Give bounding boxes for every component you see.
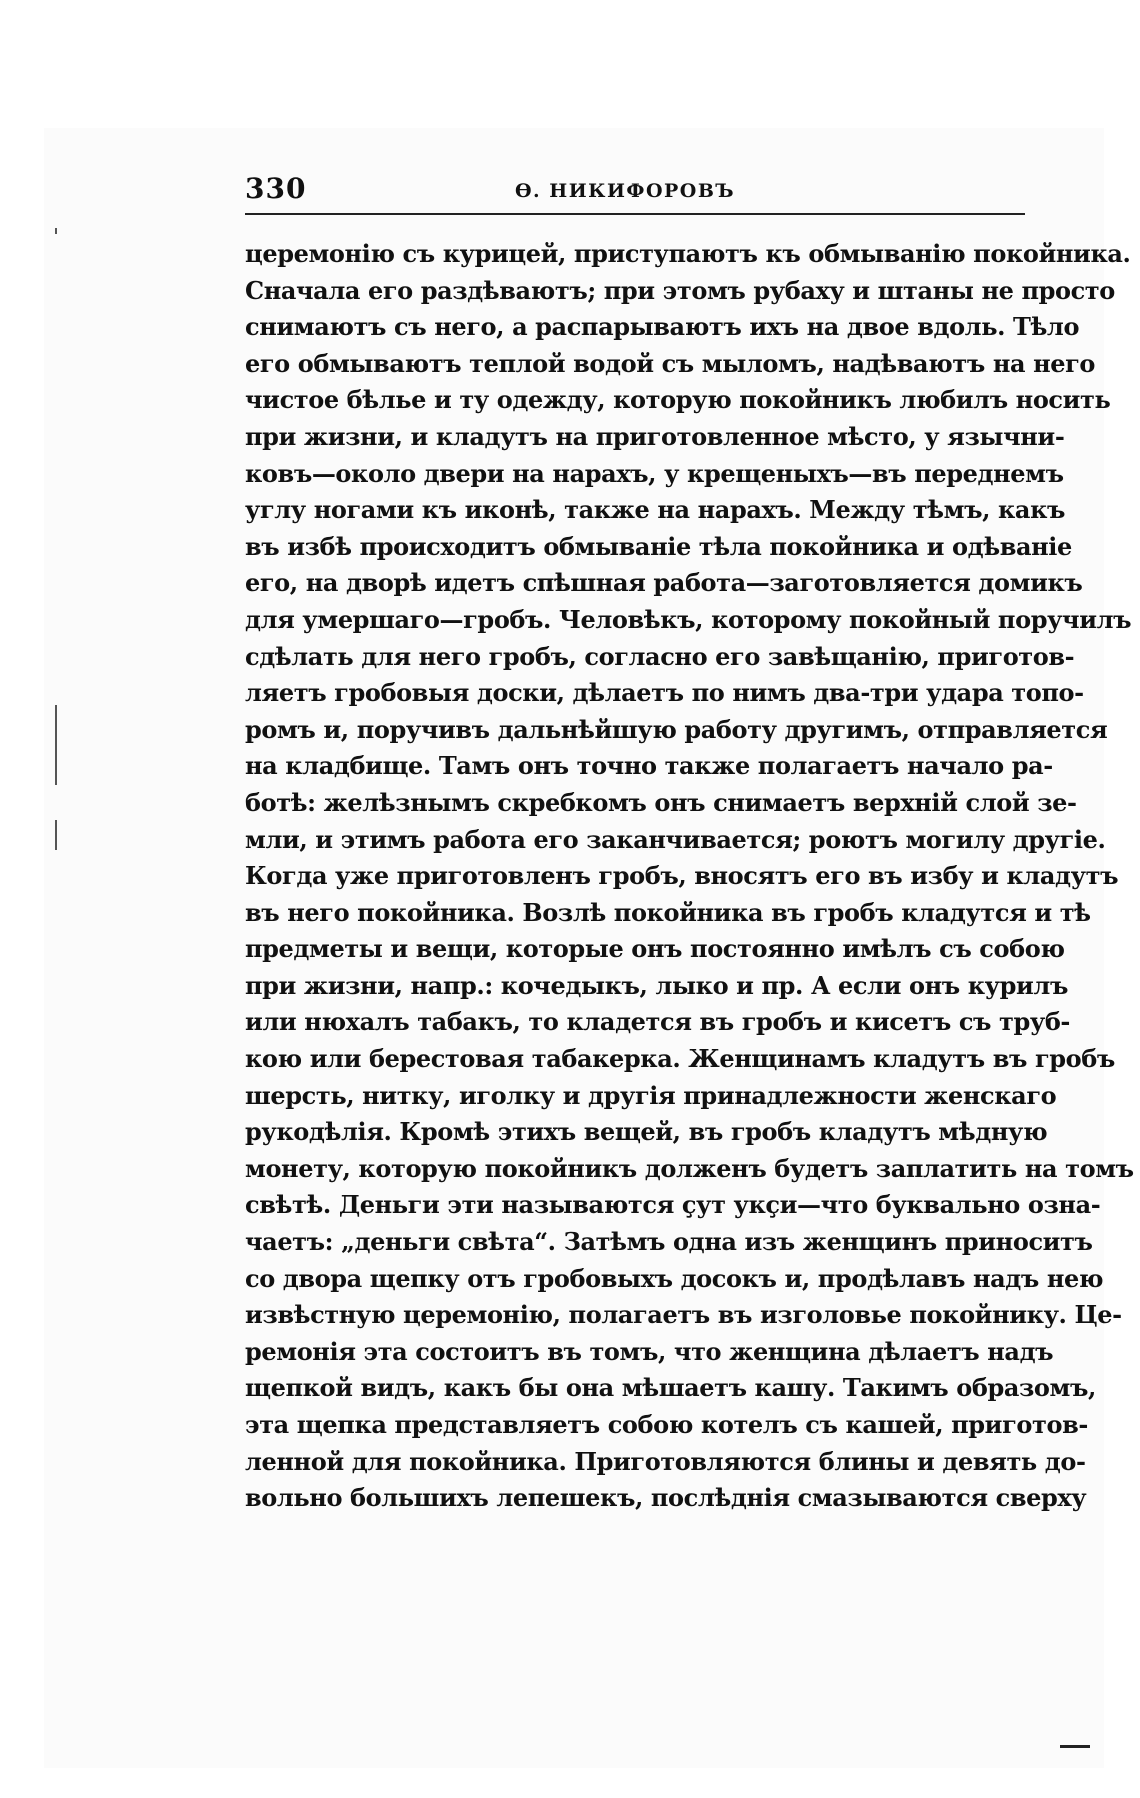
scan-artifact (1060, 1745, 1090, 1748)
text-line: церемонію съ курицей, приступаютъ къ обмыванію покойника. (245, 239, 1131, 268)
text-line: ленной для покойника. Приготовляются блины и девять до- (245, 1446, 1086, 1476)
page-header (245, 170, 1025, 210)
text-line: эта щепка представляетъ собою котелъ съ кашей, приготов- (245, 1410, 1088, 1439)
text-line: при жизни, и кладутъ на приготовленное мѣсто, у язычни- (245, 421, 1065, 451)
text-line: ромъ и, поручивъ дальнѣйшую работу другимъ, отправляется (245, 714, 1108, 744)
text-line: для умершаго—гробъ. Человѣкъ, которому покойный поручилъ (245, 604, 1132, 634)
text-line: на кладбище. Тамъ онъ точно также полагаетъ начало ра- (245, 751, 1053, 781)
body-text (245, 236, 1134, 1517)
text-line: или нюхалъ табакъ, то кладется въ гробъ и кисетъ съ труб- (245, 1007, 1070, 1037)
page-number: 330 (245, 172, 307, 205)
text-line: ляетъ гробовыя доски, дѣлаетъ по нимъ два-три удара топо- (245, 678, 1084, 708)
text-line: свѣтѣ. Деньги эти называются çут укçи—что буквально озна- (245, 1190, 1101, 1220)
text-line: кою или берестовая табакерка. Женщинамъ кладутъ въ гробъ (245, 1044, 1115, 1074)
scan-artifact (55, 705, 57, 785)
scan-artifact (55, 228, 57, 234)
text-line: при жизни, напр.: кочедыкъ, лыко и пр. А если онъ курилъ (245, 970, 1068, 1000)
text-line: извѣстную церемонію, полагаетъ въ изголовье покойнику. Це- (245, 1300, 1122, 1330)
scan-artifact (55, 820, 57, 850)
text-line: его обмываютъ теплой водой съ мыломъ, надѣваютъ на него (245, 348, 1096, 378)
header-rule (245, 213, 1025, 215)
text-line: мли, и этимъ работа его заканчивается; роютъ могилу другіе. (245, 824, 1106, 854)
text-line: Когда уже приготовленъ гробъ, вносятъ его въ избу и кладутъ (245, 861, 1119, 891)
text-line: его, на дворѣ идетъ спѣшная работа—заготовляется домикъ (245, 568, 1083, 598)
text-line: ботѣ: желѣзнымъ скребкомъ онъ снимаетъ верхній слой зе- (245, 787, 1077, 817)
text-line: вольно большихъ лепешекъ, послѣднія смазываются сверху (245, 1483, 1087, 1513)
text-line: предметы и вещи, которые онъ постоянно имѣлъ съ собою (245, 934, 1065, 964)
text-line: чаетъ: „деньги свѣта“. Затѣмъ одна изъ женщинъ приноситъ (245, 1227, 1093, 1257)
text-line: чистое бѣлье и ту одежду, которую покойникъ любилъ носить (245, 385, 1111, 415)
text-line: монету, которую покойникъ долженъ будетъ заплатить на томъ (245, 1153, 1134, 1183)
text-line: углу ногами къ иконѣ, также на нарахъ. Между тѣмъ, какъ (245, 495, 1066, 525)
text-line: сдѣлать для него гробъ, согласно его завѣщанію, приготов- (245, 641, 1075, 671)
text-line: ковъ—около двери на нарахъ, у крещеныхъ—въ переднемъ (245, 458, 1064, 488)
text-line: рукодѣлія. Кромѣ этихъ вещей, въ гробъ кладутъ мѣдную (245, 1117, 1048, 1147)
text-line: Сначала его раздѣваютъ; при этомъ рубаху и штаны не просто (245, 275, 1115, 305)
text-line: въ него покойника. Возлѣ покойника въ гробъ кладутся и тѣ (245, 897, 1091, 927)
text-line: шерсть, нитку, иголку и другія принадлежности женскаго (245, 1080, 1057, 1110)
text-line: ремонія эта состоитъ въ томъ, что женщина дѣлаетъ надъ (245, 1336, 1054, 1366)
text-line: въ избѣ происходитъ обмываніе тѣла покойника и одѣваніе (245, 531, 1072, 561)
text-line: со двора щепку отъ гробовыхъ досокъ и, продѣлавъ надъ нею (245, 1263, 1104, 1293)
text-line: снимаютъ съ него, а распарываютъ ихъ на двое вдоль. Тѣло (245, 312, 1080, 342)
text-line: щепкой видъ, какъ бы она мѣшаетъ кашу. Такимъ образомъ, (245, 1373, 1096, 1403)
running-head: Ѳ. НИКИФОРОВЪ (515, 180, 736, 202)
